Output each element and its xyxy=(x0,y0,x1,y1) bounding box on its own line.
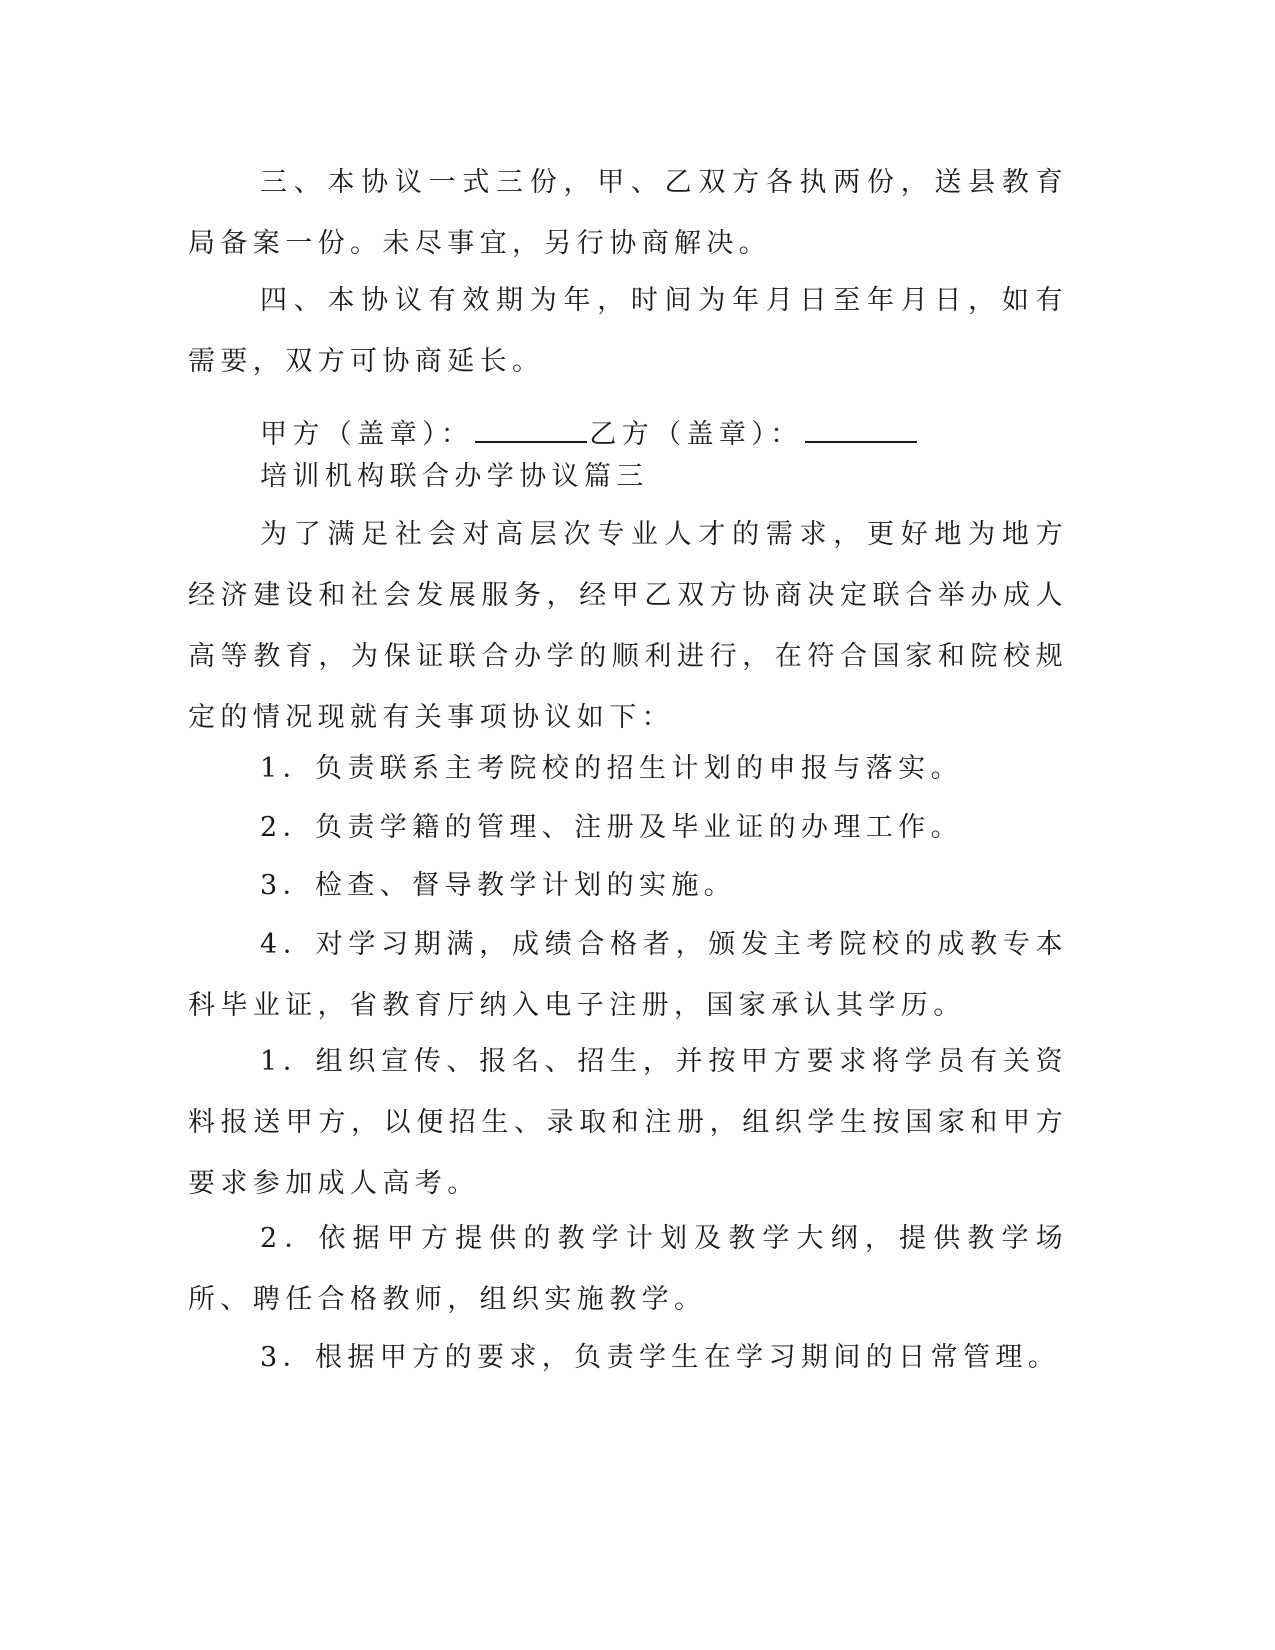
party-b-label: 乙方（盖章）： xyxy=(589,419,803,450)
party-b-duty-2: 2．依据甲方提供的教学计划及教学大纲，提供教学场所、聘任合格教师，组织实施教学。 xyxy=(188,1223,1068,1315)
party-a-duty-1: 1．负责联系主考院校的招生计划的申报与落实。 xyxy=(260,753,963,784)
party-b-duty-3: 3．根据甲方的要求，负责学生在学习期间的日常管理。 xyxy=(260,1342,1061,1373)
party-b-duty-1: 1．组织宣传、报名、招生，并按甲方要求将学员有关资料报送甲方，以便招生、录取和注册，组织学生按国家和甲方要求参加成人高考。 xyxy=(188,1046,1068,1199)
clause-four: 四、本协议有效期为年，时间为年月日至年月日，如有需要，双方可协商延长。 xyxy=(188,285,1068,377)
section-title: 培训机构联合办学协议篇三 xyxy=(260,461,649,492)
intro-paragraph: 为了满足社会对高层次专业人才的需求，更好地为地方经济建设和社会发展服务，经甲乙双方协商决定联合举办成人高等教育，为保证联合办学的顺利进行，在符合国家和院校规定的情况现就有关事项协议如下： xyxy=(188,519,1068,733)
party-a-label: 甲方（盖章）： xyxy=(260,419,474,450)
party-a-blank xyxy=(475,421,587,443)
party-a-duty-4: 4．对学习期满，成绩合格者，颁发主考院校的成教专本科毕业证，省教育厅纳入电子注册，国家承认其学历。 xyxy=(188,929,1068,1021)
clause-three: 三、本协议一式三份，甲、乙双方各执两份，送县教育局备案一份。未尽事宜，另行协商解决。 xyxy=(188,167,1068,259)
party-a-duty-3: 3．检查、督导教学计划的实施。 xyxy=(260,870,737,901)
party-a-duty-2: 2．负责学籍的管理、注册及毕业证的办理工作。 xyxy=(260,812,963,843)
party-b-blank xyxy=(805,421,917,443)
